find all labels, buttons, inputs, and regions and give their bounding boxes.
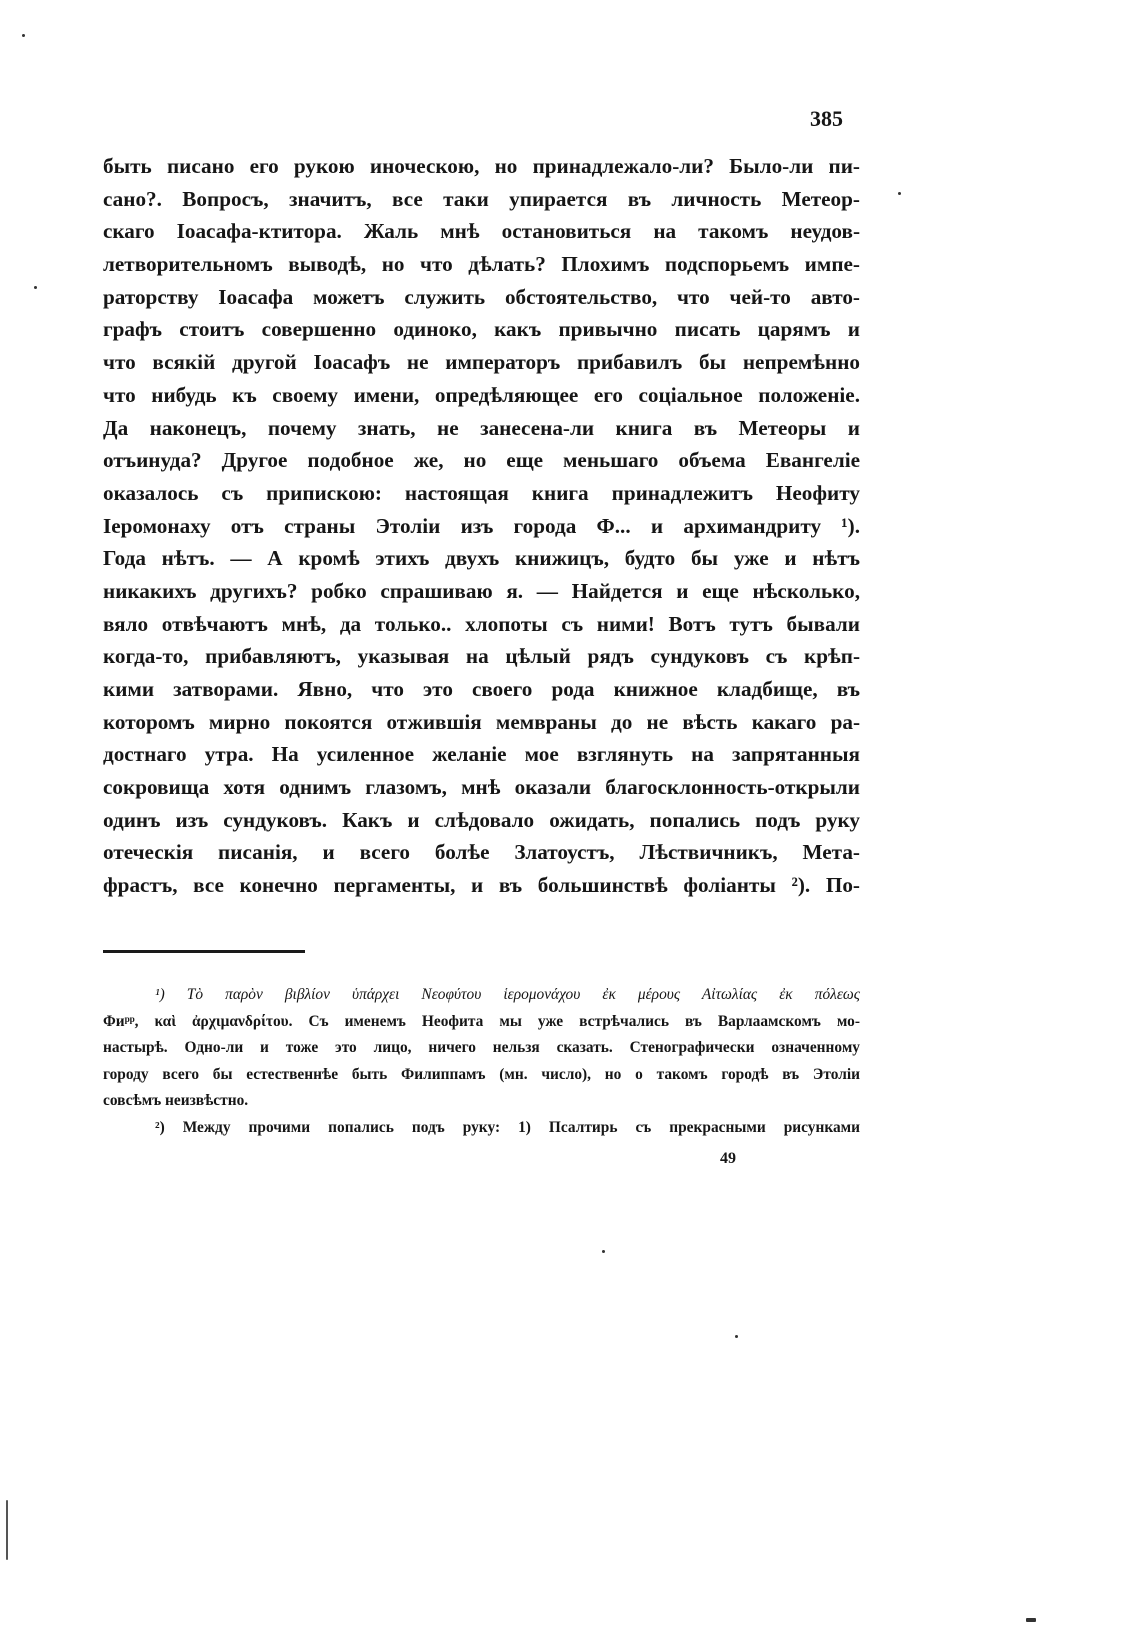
body-line: быть писано его рукою иноческою, но принадлежало-ли? Было-ли пи- (103, 154, 860, 178)
footnote-line: настырѣ. Одно-ли и тоже это лицо, ничего нельзя сказать. Стенографически означенному (103, 1039, 860, 1056)
body-line: одинъ изъ сундуковъ. Какъ и слѣдовало ожидать, попались подъ руку (103, 807, 860, 832)
scan-speck (34, 286, 37, 289)
body-line: раторству Іоасафа можетъ служить обстоятельство, что чей-то авто- (103, 284, 860, 309)
body-line: что всякій другой Іоасафъ не императоръ прибавилъ бы непремѣнно (103, 350, 860, 375)
body-line: графъ стоитъ совершенно одиноко, какъ привычно писать царямъ и (103, 317, 860, 342)
footnote-line: совсѣмъ неизвѣстно. (103, 1092, 249, 1109)
body-line: фрастъ, все конечно пергаменты, и въ большинствѣ фоліанты ²). По- (103, 873, 860, 898)
scan-speck (602, 1250, 605, 1253)
footnote-separator (103, 950, 305, 953)
body-line: летворительномъ выводѣ, но что дѣлать? Плохимъ подспорьемъ импе- (103, 252, 860, 277)
body-line: Іеромонаху отъ страны Этоліи изъ города Ф... и архимандриту ¹). (103, 513, 860, 538)
scan-speck (6, 1500, 8, 1560)
footnote-line: ²) Между прочими попались подъ руку: 1) Псалтирь съ прекрасными рисунками (155, 1118, 860, 1136)
page-number: 385 (810, 106, 843, 131)
body-line: Да наконецъ, почему знать, не занесена-ли книга въ Метеоры и (103, 415, 860, 440)
body-line: что нибудь къ своему имени, опредѣляющее его соціальное положеніе. (103, 382, 860, 407)
footnote-line: городу всего бы естественнѣе быть Филиппамъ (мн. число), но о такомъ городѣ въ Этоліи (103, 1065, 860, 1083)
body-line: сано?. Вопросъ, значитъ, все таки упирается въ личность Метеор- (103, 186, 860, 211)
body-line: оказалось съ припискою: настоящая книга принадлежитъ Неофиту (103, 480, 860, 505)
footnotes (103, 982, 860, 1141)
body-line: Года нѣтъ. — А кромѣ этихъ двухъ книжицъ, будто бы уже и нѣтъ (103, 546, 860, 571)
signature-number: 49 (720, 1150, 736, 1167)
footnote-line: Φиᵖᵖ, καὶ ἀρχιμανδρίτου. Съ именемъ Неофита мы уже встрѣчались въ Варлаамскомъ мо- (103, 1012, 860, 1030)
scan-speck (22, 34, 25, 37)
body-line: сокровища хотя однимъ глазомъ, мнѣ оказали благосклонность-открыли (103, 775, 860, 800)
body-line: достнаго утра. На усиленное желаніе мое взглянуть на запрятанныя (103, 742, 860, 767)
body-line: отеческія писанія, и всего болѣе Златоустъ, Лѣствичникъ, Мета- (103, 840, 860, 865)
scan-speck (898, 192, 901, 195)
scan-speck (1026, 1618, 1036, 1622)
body-line: отъинуда? Другое подобное же, но еще меньшаго объема Евангеліе (103, 448, 860, 473)
body-text (103, 150, 860, 902)
body-line: вяло отвѣчаютъ мнѣ, да только.. хлопоты съ ними! Вотъ тутъ бывали (103, 611, 860, 636)
footnote-line: ¹) Τὸ παρὸν βιβλίον ὑπάρχει Νεοφύτου ἱερομονάχου ἐκ μέρους Αἰτωλίας ἐκ πόλεως (155, 986, 860, 1003)
body-line: которомъ мирно покоятся отжившія мемвраны до не вѣсть какаго ра- (103, 709, 860, 734)
body-line: кими затворами. Явно, что это своего рода книжное кладбище, въ (103, 677, 860, 701)
scan-speck (735, 1335, 738, 1338)
body-line: когда-то, прибавляютъ, указывая на цѣлый рядъ сундуковъ съ крѣп- (103, 644, 860, 669)
body-line: скаго Іоасафа-ктитора. Жаль мнѣ остановиться на такомъ неудов- (103, 219, 860, 244)
body-line: никакихъ другихъ? робко спрашиваю я. — Найдется и еще нѣсколько, (103, 578, 860, 603)
